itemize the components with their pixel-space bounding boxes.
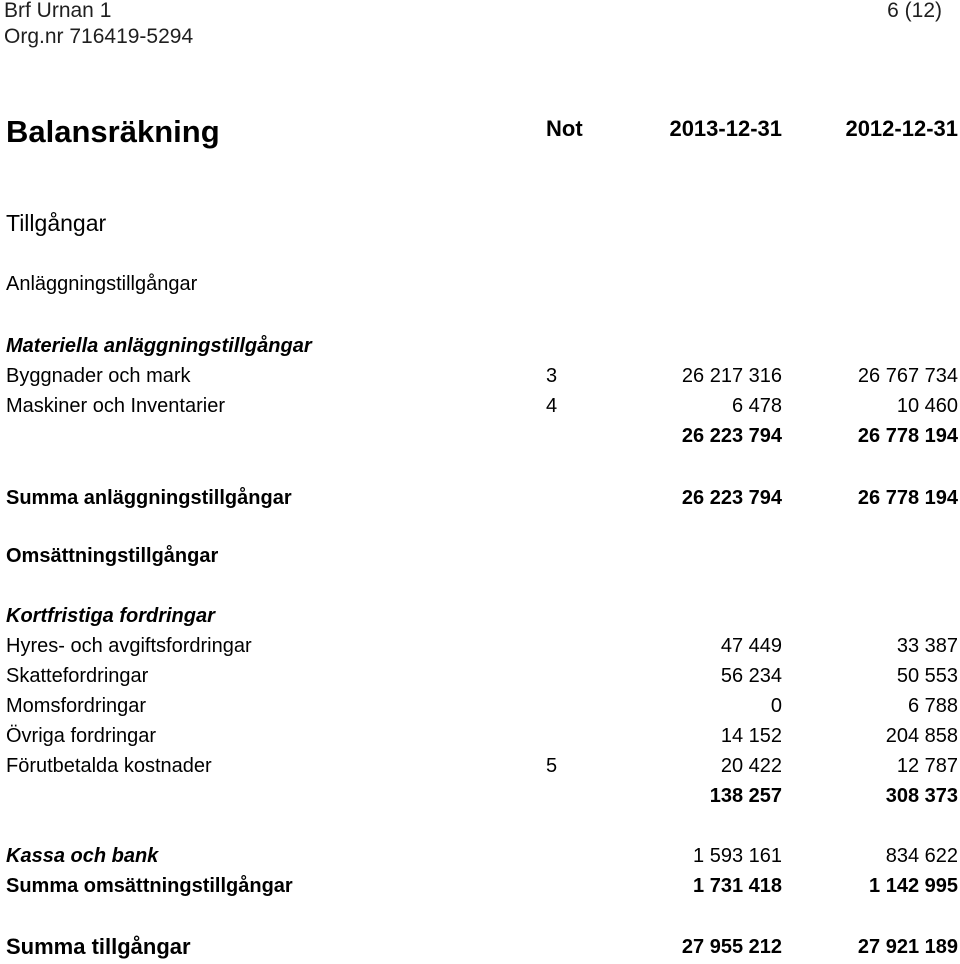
column-header-2013: 2013-12-31 [669, 116, 782, 141]
row-value-2012: 33 387 [896, 635, 958, 657]
row-label: Byggnader och mark [6, 365, 191, 387]
row-note: 4 [546, 395, 558, 417]
row-label: Hyres- och avgiftsfordringar [6, 635, 252, 657]
row-value-2013: 6 478 [731, 395, 782, 417]
subtotal-kortfristiga-2013: 138 257 [709, 785, 782, 807]
row-label: Övriga fordringar [6, 725, 157, 747]
summa-omsattning-2012: 1 142 995 [869, 875, 958, 897]
kassa-2012: 834 622 [885, 845, 958, 867]
row-value-2012: 26 767 734 [857, 365, 958, 387]
summa-omsattning-2013: 1 731 418 [693, 875, 782, 897]
row-label: Skattefordringar [6, 665, 149, 687]
page-title: Balansräkning [6, 114, 220, 149]
section-omsattningstillgangar: Omsättningstillgångar [6, 545, 219, 567]
org-name: Brf Urnan 1 [4, 0, 112, 22]
summa-omsattning-label: Summa omsättningstillgångar [6, 875, 293, 897]
row-value-2012: 12 787 [896, 755, 958, 777]
row-note: 5 [546, 755, 558, 777]
row-label: Förutbetalda kostnader [6, 755, 212, 777]
summa-tillgangar-2013: 27 955 212 [681, 936, 782, 958]
row-value-2012: 10 460 [896, 395, 958, 417]
row-value-2013: 20 422 [720, 755, 782, 777]
row-value-2012: 204 858 [885, 725, 958, 747]
row-value-2013: 14 152 [720, 725, 782, 747]
row-value-2012: 6 788 [907, 695, 958, 717]
column-header-2012: 2012-12-31 [845, 116, 958, 141]
row-value-2012: 50 553 [896, 665, 958, 687]
org-number: Org.nr 716419-5294 [4, 25, 194, 48]
row-note: 3 [546, 365, 558, 387]
subtotal-materiella-2012: 26 778 194 [857, 425, 958, 447]
summa-tillgangar-label: Summa tillgångar [6, 934, 191, 959]
row-value-2013: 56 234 [720, 665, 782, 687]
row-value-2013: 26 217 316 [681, 365, 782, 387]
section-materiella: Materiella anläggningstillgångar [6, 335, 312, 357]
subtotal-materiella-2013: 26 223 794 [681, 425, 782, 447]
row-value-2013: 0 [770, 695, 782, 717]
kassa-label: Kassa och bank [6, 845, 159, 867]
section-tillgangar: Tillgångar [6, 210, 107, 236]
subtotal-kortfristiga-2012: 308 373 [885, 785, 958, 807]
summa-tillgangar-2012: 27 921 189 [857, 936, 958, 958]
row-label: Maskiner och Inventarier [6, 395, 225, 417]
kassa-2013: 1 593 161 [693, 845, 782, 867]
summa-anlaggning-2012: 26 778 194 [857, 487, 958, 509]
section-anlaggningstillgangar: Anläggningstillgångar [6, 273, 198, 295]
section-kortfristiga: Kortfristiga fordringar [6, 605, 215, 627]
summa-anlaggning-label: Summa anläggningstillgångar [6, 487, 292, 509]
column-header-not: Not [546, 116, 583, 141]
summa-anlaggning-2013: 26 223 794 [681, 487, 782, 509]
page-number: 6 (12) [887, 0, 942, 22]
row-label: Momsfordringar [6, 695, 147, 717]
row-value-2013: 47 449 [720, 635, 782, 657]
